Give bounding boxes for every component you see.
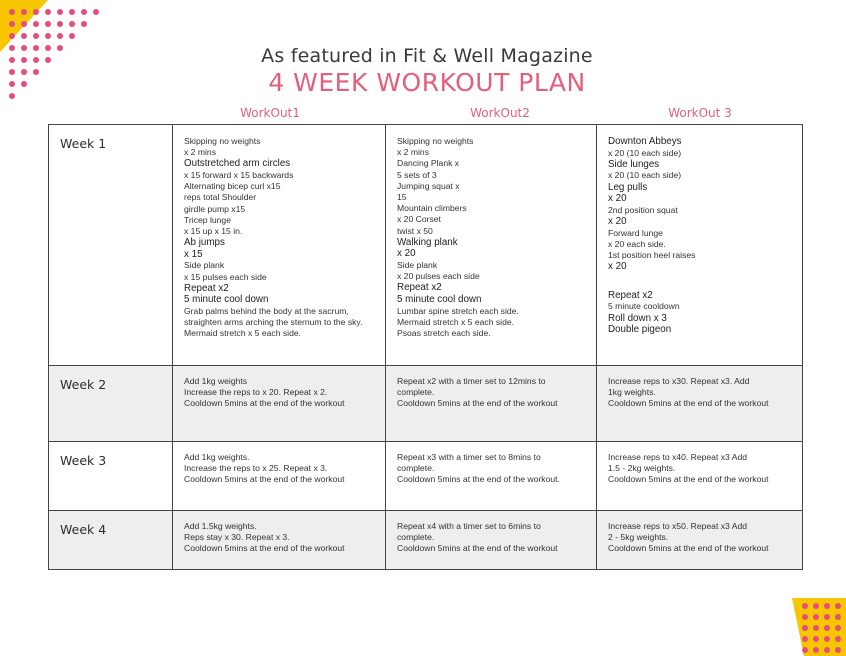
instruction-line: x 15 pulses each side: [184, 271, 267, 282]
pink-dot: [813, 603, 819, 609]
instruction-line: 1.5 - 2kg weights.: [608, 463, 676, 474]
instruction-line: complete.: [397, 532, 435, 543]
instruction-line: x 2 mins: [184, 147, 216, 158]
pink-dot: [813, 636, 819, 642]
workout-cell: [597, 366, 803, 442]
instruction-line: girdle pump x15: [184, 203, 246, 214]
workout-instructions: [173, 511, 385, 555]
instruction-line: Walking plank: [397, 236, 458, 248]
instruction-line: Cooldown 5mins at the end of the workout: [608, 543, 769, 554]
pink-dot: [835, 647, 841, 653]
workout-plan-table: [48, 124, 803, 570]
instruction-line: x 20 (10 each side): [608, 147, 682, 158]
instruction-line: x 20: [608, 261, 627, 273]
workout-cell: [386, 366, 597, 442]
instruction-line: x 20 pulses each side: [397, 271, 480, 282]
instruction-line: Skipping no weights: [397, 136, 474, 146]
column-header-workout-1: WorkOut1: [240, 106, 300, 120]
workout-instructions: [597, 366, 802, 410]
pink-dot: [813, 625, 819, 631]
workout-instructions: [386, 442, 596, 486]
instruction-line: Outstretched arm circles: [184, 158, 291, 170]
pink-dot: [824, 614, 830, 620]
instruction-line: complete.: [397, 463, 435, 474]
instruction-line: Jumping squat x: [397, 180, 460, 191]
instruction-line: Cooldown 5mins at the end of the workout: [608, 398, 769, 409]
instruction-line: Double pigeon: [608, 324, 672, 336]
instruction-line: Lumbar spine stretch each side.: [397, 305, 519, 316]
pink-dot: [835, 614, 841, 620]
pink-dot: [835, 625, 841, 631]
instruction-line: Mermaid stretch x 5 each side.: [397, 316, 515, 327]
workout-instructions: [173, 366, 385, 410]
workout-cell: [386, 125, 597, 366]
instruction-line: Cooldown 5mins at the end of the workout: [397, 543, 558, 554]
pink-dot: [802, 647, 808, 653]
workout-instructions: [597, 442, 802, 486]
pink-dot: [9, 21, 15, 27]
instruction-line: Repeat x2: [397, 282, 442, 294]
week-cell: [49, 366, 173, 442]
instruction-line: Roll down x 3: [608, 312, 667, 324]
workout-cell: [173, 442, 386, 511]
instruction-line: Add 1kg weights: [184, 376, 248, 386]
pink-dot: [802, 603, 808, 609]
instruction-line: Downton Abbeys: [608, 136, 682, 147]
instruction-line: x 20 Corset: [397, 214, 441, 225]
instruction-line: Forward lunge: [608, 227, 663, 238]
instruction-line: x 2 mins: [397, 147, 429, 158]
instruction-line: Add 1kg weights.: [184, 452, 250, 462]
workout-instructions: [173, 125, 385, 340]
instruction-line: Repeat x4 with a timer set to 6mins to: [397, 521, 541, 531]
column-header-workout-2: WorkOut2: [470, 106, 530, 120]
instruction-line: Side plank: [397, 260, 438, 271]
workout-instructions: [386, 366, 596, 410]
pink-dot: [802, 625, 808, 631]
pink-dot: [21, 21, 27, 27]
instruction-line: twist x 50: [397, 225, 433, 236]
instruction-line: Add 1.5kg weights.: [184, 521, 257, 531]
pink-dot: [69, 21, 75, 27]
week-label: Week 4: [60, 522, 107, 537]
workout-instructions: [597, 125, 802, 336]
instruction-line: Cooldown 5mins at the end of the workout: [608, 474, 769, 485]
column-header-workout-3: WorkOut 3: [668, 106, 732, 120]
pink-dot: [802, 636, 808, 642]
instruction-line: 5 sets of 3: [397, 169, 437, 180]
pink-dot: [69, 33, 75, 39]
pink-dot: [57, 9, 63, 15]
instruction-line: Repeat x3 with a timer set to 8mins to: [397, 452, 541, 462]
pink-dot: [824, 647, 830, 653]
pink-dot: [9, 33, 15, 39]
pink-dot: [835, 636, 841, 642]
pink-dot: [824, 636, 830, 642]
pink-dot: [45, 9, 51, 15]
instruction-line: 1st position heel raises: [608, 249, 696, 260]
table-row: [49, 366, 803, 442]
week-cell: [49, 442, 173, 511]
instruction-line: x 15: [184, 248, 203, 260]
instruction-line: Mermaid stretch x 5 each side.: [184, 328, 302, 339]
pink-dot: [45, 21, 51, 27]
pink-dot: [21, 9, 27, 15]
instruction-line: Reps stay x 30. Repeat x 3.: [184, 532, 290, 543]
pink-dot: [9, 9, 15, 15]
instruction-line: Psoas stretch each side.: [397, 328, 491, 339]
workout-cell: [173, 511, 386, 570]
instruction-line: x 15 forward x 15 backwards: [184, 170, 294, 180]
week-cell: [49, 511, 173, 570]
instruction-line: Increase the reps to x 20. Repeat x 2.: [184, 387, 328, 398]
instruction-line: Increase the reps to x 25. Repeat x 3.: [184, 463, 328, 474]
instruction-line: x 20 (10 each side): [608, 170, 682, 181]
week-label: Week 1: [60, 136, 107, 151]
pink-dot: [813, 647, 819, 653]
table-row: [49, 511, 803, 570]
instruction-line: x 20 each side.: [608, 238, 666, 249]
instruction-line: straighten arms arching the sternum to the sky.: [184, 317, 363, 328]
instruction-line: Repeat x2: [184, 282, 229, 294]
instruction-line: 5 minute cool down: [184, 294, 269, 306]
pink-dot: [81, 9, 87, 15]
instruction-line: Cooldown 5mins at the end of the workout: [184, 474, 345, 485]
pink-dot: [57, 33, 63, 39]
workout-instructions: [597, 511, 802, 555]
pink-dot: [802, 614, 808, 620]
instruction-line: Repeat x2: [608, 289, 653, 301]
instruction-line: Cooldown 5mins at the end of the workout: [184, 398, 345, 409]
instruction-line: Increase reps to x50. Repeat x3 Add: [608, 521, 748, 531]
pink-dot: [69, 9, 75, 15]
week-cell: [49, 125, 173, 366]
instruction-line: Dancing Plank x: [397, 158, 460, 169]
instruction-line: x 15 up x 15 in.: [184, 226, 243, 237]
instruction-line: complete.: [397, 387, 435, 398]
table-row: [49, 125, 803, 366]
instruction-line: Side lunges: [608, 158, 660, 170]
instruction-line: x 20: [397, 248, 416, 260]
instruction-line: Mountain climbers: [397, 203, 467, 214]
instruction-line: x 20: [608, 193, 627, 205]
pink-dot: [813, 614, 819, 620]
workout-cell: [386, 442, 597, 511]
instruction-line: 2 - 5kg weights.: [608, 532, 669, 543]
corner-decoration-bottom-right: [780, 590, 846, 656]
pink-dot: [81, 21, 87, 27]
workout-cell: [173, 125, 386, 366]
pink-dot: [835, 603, 841, 609]
page-title: 4 WEEK WORKOUT PLAN: [268, 68, 586, 97]
table-row: [49, 442, 803, 511]
workout-instructions: [386, 125, 596, 339]
pink-dot: [57, 21, 63, 27]
workout-cell: [386, 511, 597, 570]
workout-cell: [597, 511, 803, 570]
workout-cell: [597, 125, 803, 366]
instruction-line: 5 minute cool down: [397, 294, 482, 306]
workout-cell: [597, 442, 803, 511]
pink-dot: [33, 21, 39, 27]
instruction-line: Side plank: [184, 260, 225, 271]
pink-dot: [824, 625, 830, 631]
workout-instructions: [173, 442, 385, 486]
instruction-line: reps total Shoulder: [184, 192, 257, 203]
pink-dot: [33, 9, 39, 15]
instruction-line: Repeat x2 with a timer set to 12mins to: [397, 376, 546, 386]
instruction-line: Cooldown 5mins at the end of the workout: [184, 543, 345, 554]
instruction-line: Increase reps to x40. Repeat x3 Add: [608, 452, 748, 462]
instruction-line: Tricep lunge: [184, 214, 231, 225]
instruction-line: Alternating bicep curl x15: [184, 181, 281, 192]
instruction-line: 5 minute cooldown: [608, 301, 680, 312]
instruction-line: x 20: [608, 215, 627, 227]
pink-dot: [93, 9, 99, 15]
pink-dot: [45, 33, 51, 39]
pink-dot: [21, 33, 27, 39]
pink-dot: [33, 33, 39, 39]
instruction-line: Cooldown 5mins at the end of the workout: [397, 398, 558, 409]
instruction-line: Cooldown 5mins at the end of the workout.: [397, 474, 560, 485]
instruction-line: Leg pulls: [608, 181, 648, 193]
workout-instructions: [386, 511, 596, 555]
pink-dot: [824, 603, 830, 609]
workout-cell: [173, 366, 386, 442]
instruction-line: Ab jumps: [184, 237, 225, 249]
week-label: Week 2: [60, 377, 107, 392]
instruction-line: Skipping no weights: [184, 136, 261, 146]
page-subtitle: As featured in Fit & Well Magazine: [261, 45, 593, 67]
instruction-line: 1kg weights.: [608, 387, 656, 398]
instruction-line: 15: [397, 192, 407, 203]
instruction-line: Grab palms behind the body at the sacrum,: [184, 306, 349, 316]
week-label: Week 3: [60, 453, 107, 468]
line-spacer: [608, 273, 796, 290]
instruction-line: Increase reps to x30. Repeat x3. Add: [608, 376, 750, 386]
instruction-line: 2nd position squat: [608, 204, 678, 215]
